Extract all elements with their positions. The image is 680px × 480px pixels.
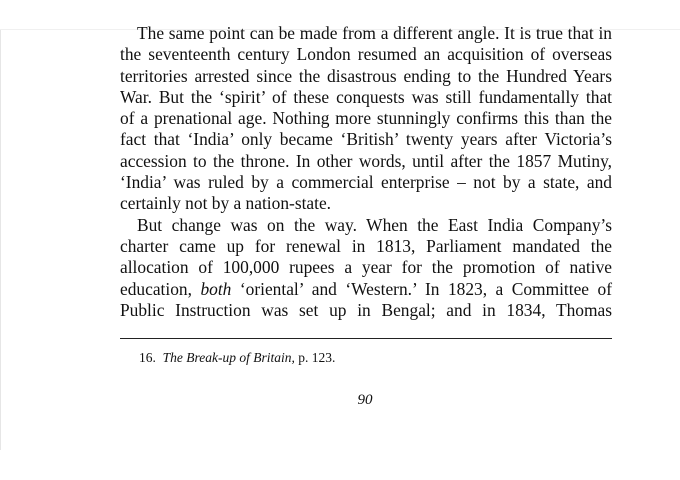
text-line: War. But the ‘spirit’ of these conquests was still fundamentally that [120, 86, 612, 107]
body-text [120, 23, 612, 321]
text-line: territories arrested since the disastrous ending to the Hundred Years [120, 65, 612, 86]
text-line: But change was on the way. When the East India Company’s [137, 214, 612, 235]
text-line: the seventeenth century London resumed an acquisition of overseas [120, 44, 612, 65]
text-segment: education, [120, 278, 201, 299]
text-line: accession to the throne. In other words, until after the 1857 Mutiny, [120, 150, 612, 171]
italic-word: both [200, 278, 232, 299]
text-line: ‘India’ was ruled by a commercial enterprise – not by a state, and [120, 172, 612, 193]
footnote-divider [120, 338, 612, 339]
text-line: fact that ‘India’ only became ‘British’ twenty years after Victoria’s [120, 129, 612, 150]
text-line: of a prenational age. Nothing more stunningly confirms this than the [120, 108, 612, 129]
text-line: Public Instruction was set up in Bengal; and in 1834, Thomas [120, 299, 612, 320]
footnote-title: The Break-up of Britain, [162, 350, 295, 365]
page-left-edge [0, 30, 1, 450]
footnote-number: 16. [139, 350, 156, 365]
page-number: 90 [357, 392, 373, 408]
text-segment: ‘oriental’ and ‘Western.’ In 1823, a Committee of [231, 278, 612, 299]
text-line: The same point can be made from a different angle. It is true that in [137, 23, 612, 43]
text-line: charter came up for renewal in 1813, Parliament mandated the [120, 235, 612, 256]
text-line: allocation of 100,000 rupees a year for the promotion of native [120, 257, 612, 278]
footnote-reference: p. 123. [294, 350, 336, 365]
footnote [139, 349, 335, 367]
text-line-with-italic [120, 279, 612, 300]
text-line: certainly not by a nation-state. [120, 193, 332, 214]
